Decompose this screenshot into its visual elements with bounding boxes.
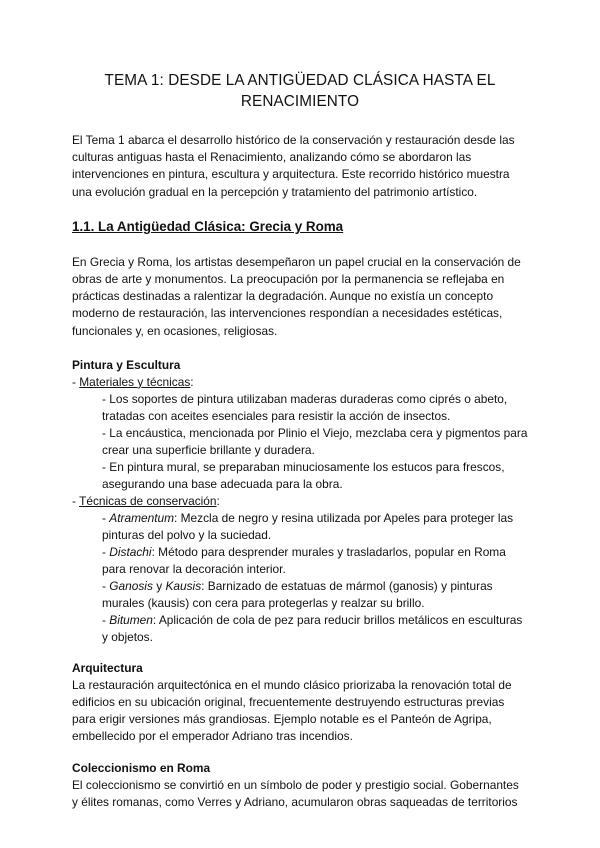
list-item: - Los soportes de pintura utilizaban maderas duraderas como ciprés o abeto, tratadas con aceites esenciales para resistir la acción de insectos. bbox=[102, 391, 508, 423]
materiales-list bbox=[72, 391, 528, 493]
title-line-2: RENACIMIENTO bbox=[240, 93, 360, 110]
subheading-pintura: Pintura y Escultura bbox=[72, 357, 181, 372]
list-item: - Atramentum: Mezcla de negro y resina utilizada por Apeles para proteger las pinturas del polvo y la suciedad. bbox=[102, 510, 514, 542]
list-item: - Bitumen: Aplicación de cola de pez para reducir brillos metálicos en esculturas y objetos. bbox=[102, 612, 523, 644]
list-item: - En pintura mural, se preparaban minuciosamente los estucos para frescos, asegurando una base adecuada para la obra. bbox=[102, 459, 505, 491]
subheading-arquitectura: Arquitectura bbox=[72, 660, 143, 675]
tecnicas-label-row: - Técnicas de conservación: bbox=[72, 493, 220, 508]
list-item: - Distachi: Método para desprender murales y trasladarlos, popular en Roma para renovar la decoración interior. bbox=[102, 544, 506, 576]
section-heading-1-1: 1.1. La Antigüedad Clásica: Grecia y Roma bbox=[72, 218, 344, 234]
section-1-1-paragraph: En Grecia y Roma, los artistas desempeñaron un papel crucial en la conservación de obras de arte y monumentos. La preocupación por la permanencia se reflejaba en prácticas destinadas a ralentizar la degradación. Aunque no existía un concepto moderno de restauración, las intervenciones respondían a necesidades estéticas, funcionales y, en ocasiones, religiosas. bbox=[72, 254, 521, 338]
subheading-coleccionismo: Coleccionismo en Roma bbox=[72, 760, 211, 775]
document-page bbox=[72, 70, 528, 811]
materiales-label-row: - Materiales y técnicas: bbox=[72, 374, 194, 389]
coleccionismo-paragraph: El coleccionismo se convirtió en un símbolo de poder y prestigio social. Gobernantes y élites romanas, como Verres y Adriano, acumularon obras saqueadas de territorios bbox=[72, 777, 519, 809]
title-line-1: TEMA 1: DESDE LA ANTIGÜEDAD CLÁSICA HASTA EL bbox=[104, 72, 496, 89]
list-item: - La encáustica, mencionada por Plinio el Viejo, mezclaba cera y pigmentos para crear una superficie brillante y duradera. bbox=[102, 425, 528, 457]
arquitectura-paragraph: La restauración arquitectónica en el mundo clásico priorizaba la renovación total de edificios en su ubicación original, frecuentemente destruyendo estructuras previas para erigir versiones más grandiosas. Ejemplo notable es el Panteón de Agripa, embellecido por el emperador Adriano tras incendios. bbox=[72, 677, 512, 744]
tecnicas-list bbox=[72, 510, 528, 646]
intro-paragraph: El Tema 1 abarca el desarrollo histórico de la conservación y restauración desde las culturas antiguas hasta el Renacimiento, analizando cómo se abordaron las intervenciones en pintura, escultura y arquitectura. Este recorrido histórico muestra una evolución gradual en la percepción y tratamiento del patrimonio artístico. bbox=[72, 133, 515, 199]
tecnicas-label: Técnicas de conservación bbox=[79, 493, 217, 508]
list-item: - Ganosis y Kausis: Barnizado de estatuas de mármol (ganosis) y pinturas murales (kausis) con cera para protegerlas y realzar su brillo. bbox=[102, 578, 493, 610]
materiales-label: Materiales y técnicas bbox=[79, 374, 191, 389]
page-title bbox=[72, 70, 528, 112]
